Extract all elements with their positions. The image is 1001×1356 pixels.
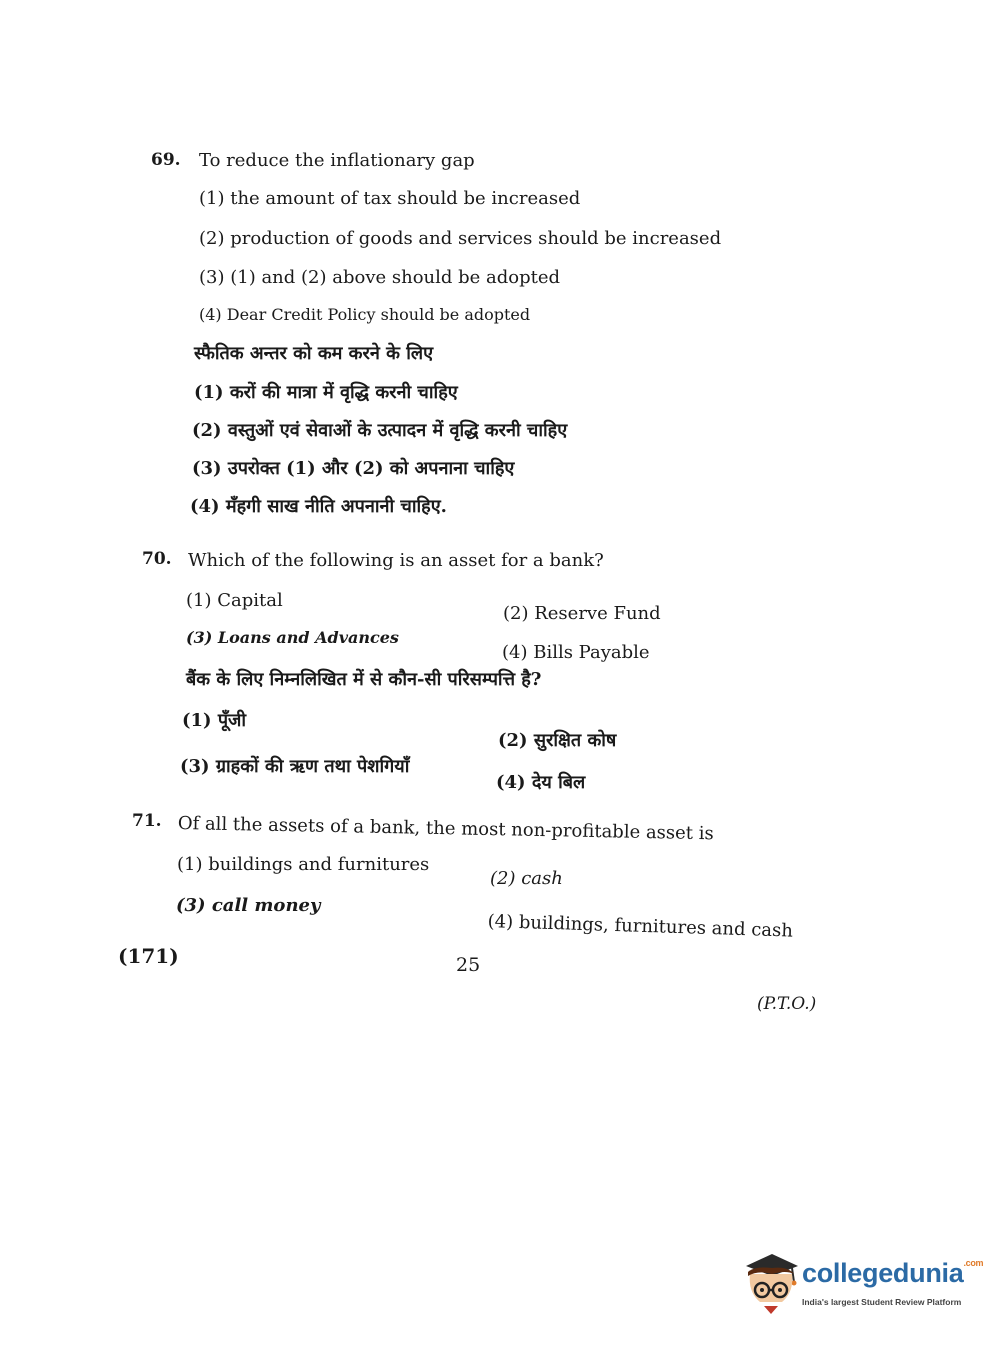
q71-option-en-2: (2) cash (490, 868, 563, 889)
q71-option-en-1: (1) buildings and furnitures (177, 854, 430, 875)
q69-text-hi: स्फैतिक अन्तर को कम करने के लिए (194, 343, 434, 364)
q69-text-en: To reduce the inflationary gap (199, 150, 475, 171)
q70-option-hi-4: (4) देय बिल (496, 772, 586, 793)
q71-text-en: Of all the assets of a bank, the most non-profitable asset is (177, 813, 714, 845)
q69-option-hi-1: (1) करों की मात्रा में वृद्धि करनी चाहिए (194, 382, 458, 403)
page-number: 25 (456, 954, 481, 976)
mascot-icon (742, 1252, 800, 1316)
q69-option-hi-2: (2) वस्तुओं एवं सेवाओं के उत्पादन में वृद्धि करनी चाहिए (192, 420, 568, 441)
logo-tagline: India's largest Student Review Platform (802, 1297, 962, 1307)
q69-option-hi-3: (3) उपरोक्त (1) और (2) को अपनाना चाहिए (192, 458, 515, 479)
q71-number: 71. (132, 811, 162, 831)
q69-number: 69. (151, 150, 181, 170)
q69-option-en-3: (3) (1) and (2) above should be adopted (199, 267, 561, 288)
logo-name: collegedunia (802, 1258, 964, 1288)
q70-option-hi-2: (2) सुरक्षित कोष (498, 730, 617, 751)
q70-option-hi-1: (1) पूँजी (182, 710, 247, 731)
q70-number: 70. (142, 549, 172, 569)
q69-option-hi-4: (4) मँहगी साख नीति अपनानी चाहिए. (190, 496, 447, 517)
q70-text-hi: बैंक के लिए निम्नलिखित में से कौन-सी परिसम्पत्ति है? (186, 669, 542, 690)
collegedunia-watermark (742, 1252, 984, 1322)
paper-code: (171) (118, 944, 179, 968)
q69-option-en-1: (1) the amount of tax should be increased (199, 188, 581, 209)
q69-option-en-2: (2) production of goods and services should be increased (199, 228, 722, 249)
q70-option-en-4: (4) Bills Payable (502, 642, 650, 663)
q71-option-en-4: (4) buildings, furnitures and cash (487, 911, 794, 942)
q71-option-en-3: (3) call money (176, 895, 321, 916)
q69-option-en-4: (4) Dear Credit Policy should be adopted (199, 305, 531, 324)
q70-text-en: Which of the following is an asset for a bank? (188, 550, 604, 571)
pto-marker: (P.T.O.) (757, 994, 817, 1014)
logo-suffix: .com (963, 1258, 984, 1268)
q70-option-hi-3: (3) ग्राहकों की ऋण तथा पेशगियाँ (180, 756, 410, 777)
q70-option-en-3: (3) Loans and Advances (186, 628, 399, 647)
q70-option-en-2: (2) Reserve Fund (503, 603, 661, 624)
q70-option-en-1: (1) Capital (186, 590, 283, 611)
